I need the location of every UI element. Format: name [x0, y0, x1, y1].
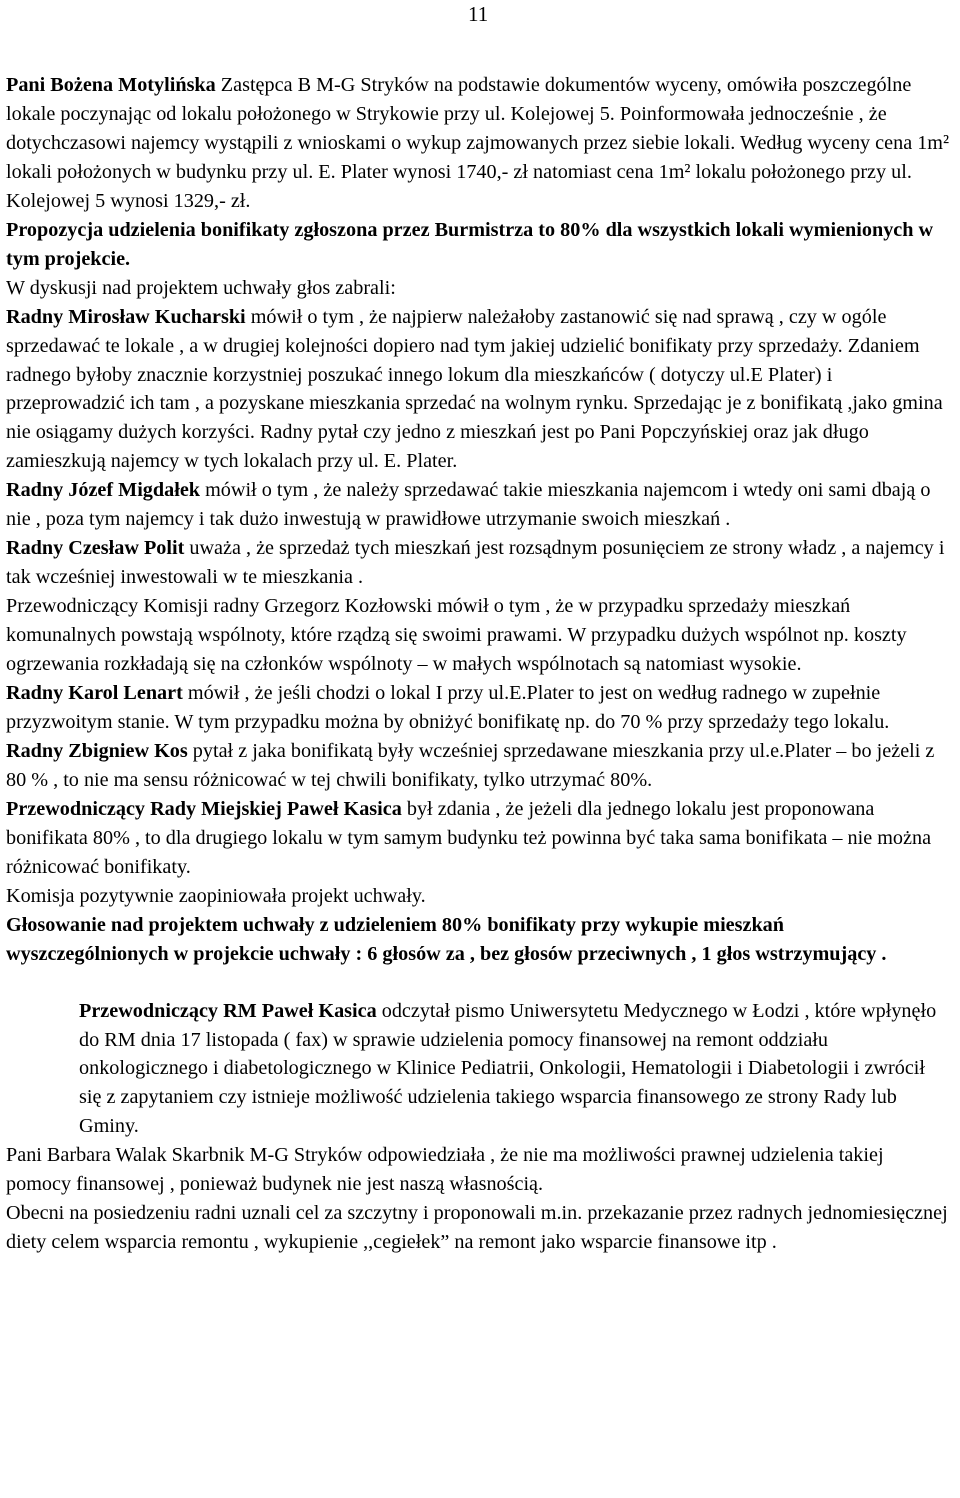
paragraph-text: pytał z jaka bonifikatą były wcześniej sprzedawane mieszkania przy ul.e.Plater – bo jeżeli z 80 % , to nie ma sensu różnicować w tej chwili bonifikaty, tylko utrzymać 80%. [6, 739, 935, 791]
speaker-name: Przewodniczący RM Paweł Kasica [79, 999, 377, 1022]
paragraph-text: odczytał pismo Uniwersytetu Medycznego w Łodzi , które wpłynęło do RM dnia 17 listopada ( fax) w sprawie udzielenia pomocy finansowej na remont oddziału onkologicznego i diabetologicznego w Klinice Pediatrii, Onkologii, Hematologii i Diabetologii i zwrócił się z zapytaniem czy istnieje możliwość udzielenia takiego wsparcia finansowego ze strony Rady lub Gminy. [79, 999, 937, 1138]
paragraph-motylinska [6, 71, 950, 216]
document-body [6, 71, 950, 1257]
section-gap [6, 969, 950, 997]
paragraph-kasica [6, 795, 950, 882]
paragraph-lenart [6, 679, 950, 737]
paragraph-kozlowski: Przewodniczący Komisji radny Grzegorz Kozłowski mówił o tym , że w przypadku sprzedaży mieszkań komunalnych powstają wspólnoty, które rządzą się swoimi prawami. W przypadku dużych wspólnot np. koszty ogrzewania rozkładają się na członków wspólnoty – w małych wspólnotach są natomiast wysokie. [6, 595, 907, 676]
speaker-name: Przewodniczący Rady Miejskiej Paweł Kasica [6, 797, 402, 820]
paragraph-text: był zdania , że jeżeli dla jednego lokalu jest proponowana bonifikata 80% , to dla drugiego lokalu w tym samym budynku też powinna być taka sama bonifikata – nie można różnicować bonifikaty. [6, 797, 932, 878]
paragraph-discussion-intro: W dyskusji nad projektem uchwały głos zabrali: [6, 276, 396, 299]
paragraph-text: mówił o tym , że najpierw należałoby zastanowić się nad sprawą , czy w ogóle sprzedawać te lokale , a w drugiej kolejności dopiero nad tym jakiej udzielić bonifikaty przy sprzedaży. Zdaniem radnego byłoby znacznie korzystniej poszukać innego lokum dla mieszkańców ( dotyczy ul.E Plater) i przeprowadzić ich tam , a pozyskane mieszkania sprzedać na wolnym rynku. Sprzedając je z bonifikatą ,jako gmina nie osiągamy dużych korzyści. Radny pytał czy jedno z mieszkań jest po Pani Popczyńskiej oraz jak długo zamieszkują najemcy w tych lokalach przy ul. E. Plater. [6, 305, 943, 473]
page-number: 11 [468, 2, 489, 26]
paragraph-text: mówił o tym , że należy sprzedawać takie mieszkania najemcom i wtedy oni sami dbają o nie , poza tym najemcy i tak dużo inwestują w prawidłowe utrzymanie swoich mieszkań . [6, 479, 931, 531]
paragraph-commission-opinion: Komisja pozytywnie zaopiniowała projekt uchwały. [6, 884, 426, 907]
speaker-name: Radny Karol Lenart [6, 682, 183, 705]
speaker-name: Radny Czesław Polit [6, 537, 185, 560]
paragraph-text: Zastępca B M-G Stryków na podstawie dokumentów wyceny, omówiła poszczególne lokale poczynając od lokalu położonego w Strykowie przy ul. Kolejowej 5. Poinformowała jednocześnie , że dotychczasowi najemcy wystąpili z wnioskami o wykup zajmowanych przez siebie lokali. Według wyceny cena 1m² lokali położonych w budynku przy ul. E. Plater wynosi 1740,- zł natomiast cena 1m² lokalu położonego przy ul. Kolejowej 5 wynosi 1329,- zł. [6, 74, 950, 212]
paragraph-polit [6, 534, 950, 592]
paragraph-kasica-letter [6, 997, 950, 1142]
paragraph-kucharski [6, 303, 950, 477]
speaker-name: Radny Józef Migdałek [6, 479, 201, 502]
speaker-name: Radny Mirosław Kucharski [6, 305, 246, 328]
paragraph-text: uważa , że sprzedaż tych mieszkań jest rozsądnym posunięciem ze strony władz , a najemcy i tak wcześniej inwestowali w te mieszkania . [6, 537, 945, 589]
paragraph-councillors: Obecni na posiedzeniu radni uznali cel za szczytny i proponowali m.in. przekazanie przez radnych jednomiesięcznej diety celem wsparcia remontu , wykupienie ,,cegiełek” na remont jako wsparcie finansowe itp . [6, 1202, 948, 1254]
speaker-name: Radny Zbigniew Kos [6, 739, 188, 762]
paragraph-proposal: Propozycja udzielenia bonifikaty zgłoszona przez Burmistrza to 80% dla wszystkich lokali wymienionych w tym projekcie. [6, 218, 934, 270]
speaker-name: Pani Bożena Motylińska [6, 74, 216, 96]
paragraph-walak: Pani Barbara Walak Skarbnik M-G Stryków odpowiedziała , że nie ma możliwości prawnej udzielenia takiej pomocy finansowej , ponieważ budynek nie jest naszą własnością. [6, 1144, 884, 1196]
paragraph-text: mówił , że jeśli chodzi o lokal I przy ul.E.Plater to jest on według radnego w zupełnie przyzwoitym stanie. W tym przypadku można by obniżyć bonifikatę np. do 70 % przy sprzedaży tego lokalu. [6, 682, 890, 733]
paragraph-migdalek [6, 476, 950, 534]
paragraph-vote-result: Głosowanie nad projektem uchwały z udzieleniem 80% bonifikaty przy wykupie mieszkań wyszczególnionych w projekcie uchwały : 6 głosów za , bez głosów przeciwnych , 1 głos wstrzymujący . [6, 913, 887, 965]
paragraph-kos [6, 737, 950, 795]
